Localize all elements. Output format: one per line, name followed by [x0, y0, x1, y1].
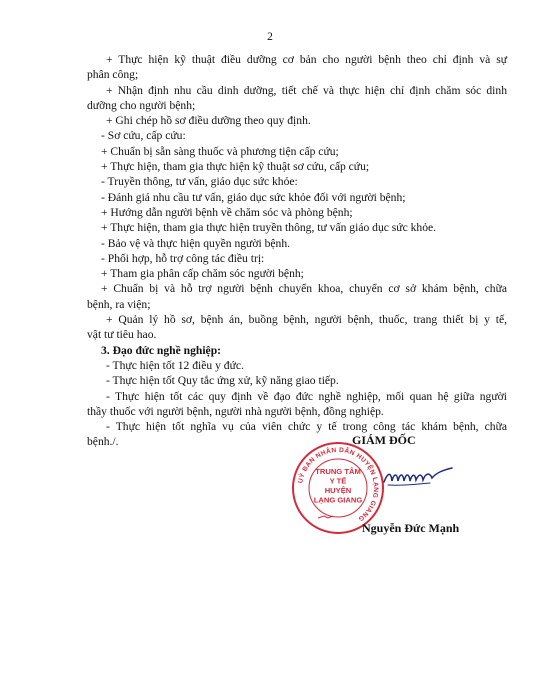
text-line: phân công; [87, 68, 139, 82]
text-line: + Thực hiện, tham gia thực hiện truyền thông, tư vấn giáo dục sức khỏe. [101, 221, 437, 235]
signer-name: Nguyễn Đức Mạnh [362, 521, 460, 535]
text-line: thầy thuốc với người bệnh, người nhà người bệnh, đồng nghiệp. [87, 404, 384, 418]
text-line: bệnh./. [87, 435, 119, 449]
text-line: + Thực hiện, tham gia thực hiện kỹ thuật sơ cứu, cấp cứu; [101, 160, 370, 174]
stamp-center-text: Y TẾ [329, 476, 347, 486]
signer-title: GIÁM ĐỐC [352, 433, 416, 447]
text-line: - Thực hiện tốt nghĩa vụ của viên chức y tế trong công tác khám bệnh, chữa [106, 420, 507, 434]
text-line: + Quản lý hồ sơ, bệnh án, buồng bệnh, người bệnh, thuốc, trang thiết bị y tế, [106, 313, 507, 327]
page-number: 2 [267, 31, 273, 43]
text-line: bệnh, ra viện; [87, 297, 151, 311]
handwritten-signature-icon [382, 464, 454, 490]
stamp-center-text: HUYỆN [324, 486, 352, 495]
text-line: + Chuẩn bị và hỗ trợ người bệnh chuyển khoa, chuyển cơ sở khám bệnh, chữa [101, 282, 507, 296]
text-line: + Hướng dẫn người bệnh về chăm sóc và phòng bệnh; [101, 205, 353, 219]
text-line: + Tham gia phân cấp chăm sóc người bệnh; [101, 267, 304, 281]
svg-text:UỶ BAN NHÂN DÂN HUYỆN LẠNG GIA: UỶ BAN NHÂN DÂN HUYỆN LẠNG GIANG [297, 446, 380, 523]
stamp-center-text: LẠNG GIANG [313, 495, 363, 505]
signature-block [290, 430, 490, 550]
text-line: 3. Đạo đức nghề nghiệp: [101, 343, 222, 357]
text-line: - Bảo vệ và thực hiện quyền người bệnh. [101, 236, 291, 250]
stamp-center-text: TRUNG TÂM [315, 467, 361, 476]
document-body [87, 52, 507, 450]
text-line: + Nhận định nhu cầu dinh dưỡng, tiết chế và thực hiện chỉ định chăm sóc dinh [106, 83, 507, 97]
text-line: - Thực hiện tốt Quy tắc ứng xử, kỹ năng giao tiếp. [106, 374, 339, 388]
text-line: + Chuẩn bị sẵn sàng thuốc và phương tiện cấp cứu; [101, 144, 339, 158]
text-line: vật tư tiêu hao. [87, 328, 157, 342]
text-line: - Sơ cứu, cấp cứu: [101, 129, 186, 143]
text-line: - Phối hợp, hỗ trợ công tác điều trị: [101, 251, 265, 265]
svg-text:TRUNG TÂMY TẾHUYỆNLẠNG GIANG [314, 467, 363, 505]
text-line: dưỡng cho người bệnh; [87, 98, 196, 112]
text-line: + Ghi chép hồ sơ điều dưỡng theo quy định. [106, 114, 311, 128]
text-line: - Thực hiện tốt 12 điều y đức. [106, 358, 244, 372]
text-line: - Truyền thông, tư vấn, giáo dục sức khỏe: [101, 175, 298, 189]
text-line: - Đánh giá nhu cầu tư vấn, giáo dục sức khỏe đối với người bệnh; [101, 190, 406, 204]
text-line: + Thực hiện kỹ thuật điều dưỡng cơ bản cho người bệnh theo chỉ định và sự [106, 53, 507, 66]
text-line: - Thực hiện tốt các quy định về đạo đức nghề nghiệp, mối quan hệ giữa người [106, 389, 507, 403]
